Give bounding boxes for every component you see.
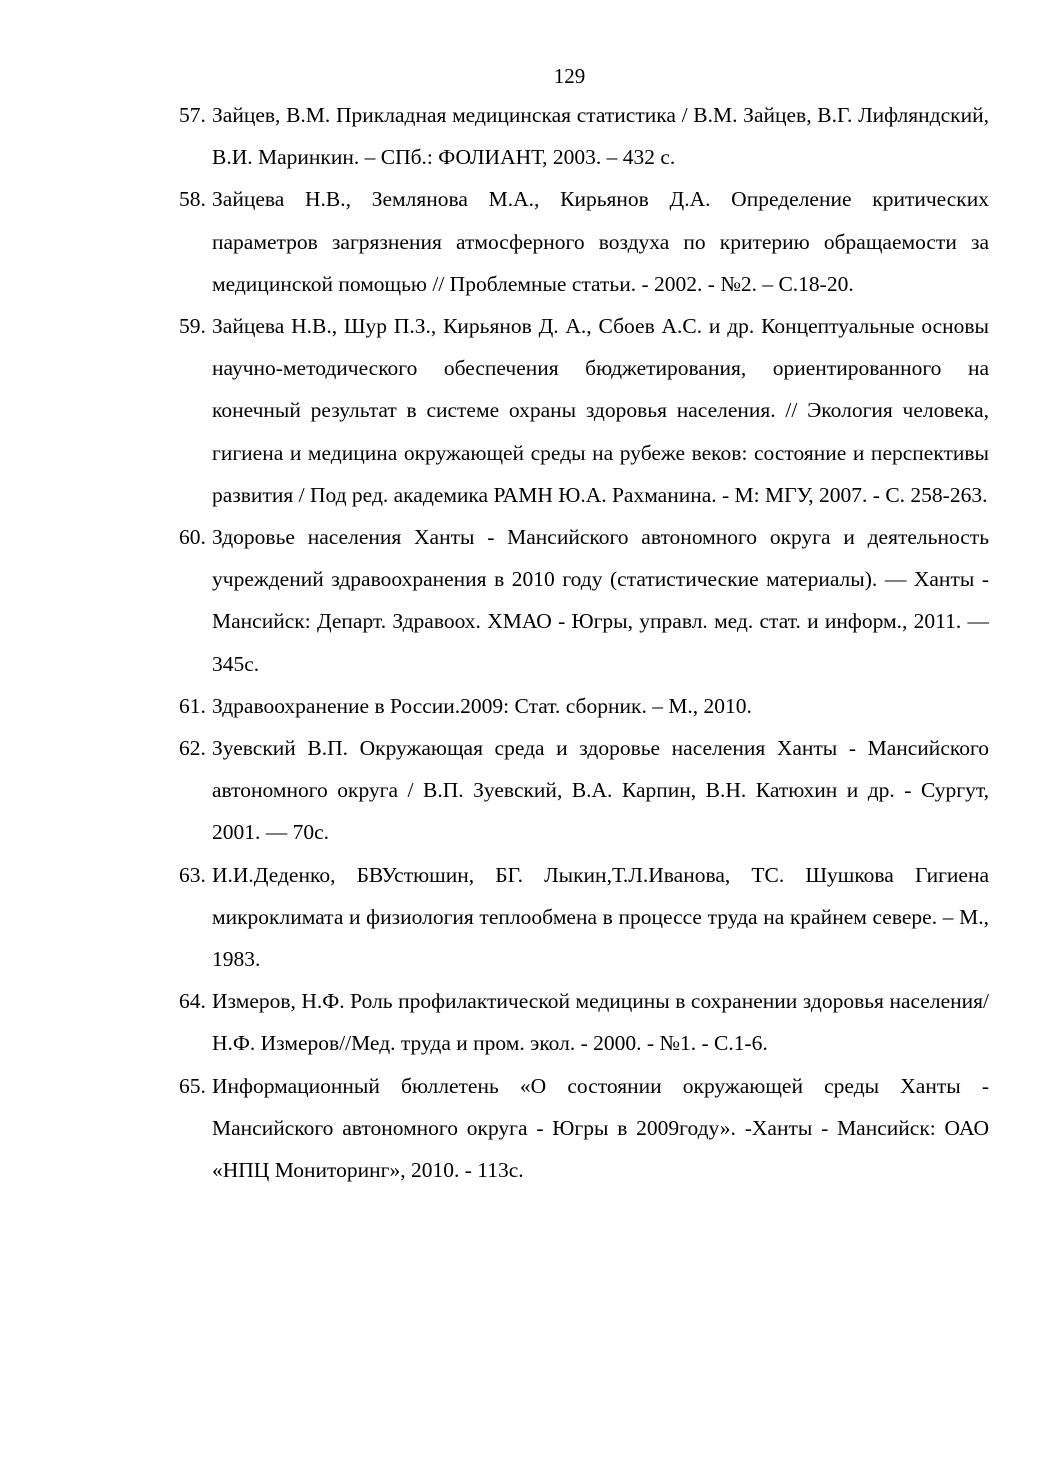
reference-text: Зайцев, В.М. Прикладная медицинская статистика / В.М. Зайцев, В.Г. Лифляндский, В.И. Маринкин. – СПб.: ФОЛИАНТ, 2003. – 432 с.: [212, 103, 989, 170]
reference-text: Зайцева Н.В., Землянова М.А., Кирьянов Д.А. Определение критических параметров загрязнения атмосферного воздуха по критерию обращаемости за медицинской помощью // Проблемные статьи. - 2002. - №2. – С.18-20.: [212, 187, 989, 296]
reference-item-59: [179, 305, 989, 516]
reference-list: [0, 94, 1039, 1191]
reference-item-63: [179, 854, 989, 981]
reference-number: 65.: [179, 1073, 206, 1098]
reference-text: Здравоохранение в России.2009: Стат. сборник. – М., 2010.: [212, 693, 752, 718]
reference-text: Измеров, Н.Ф. Роль профилактической медицины в сохранении здоровья населения/ Н.Ф. Измеров//Мед. труда и пром. экол. - 2000. - №1. - С.1-6.: [212, 989, 989, 1056]
reference-item-62: [179, 727, 989, 854]
reference-number: 58.: [179, 187, 206, 212]
reference-text: Здоровье населения Ханты - Мансийского автономного округа и деятельность учреждений здравоохранения в 2010 году (статистические материалы). — Ханты - Мансийск: Департ. Здравоох. ХМАО - Югры, управл. мед. стат. и информ., 2011. — 345с.: [212, 525, 989, 676]
reference-item-65: [179, 1065, 989, 1192]
page-number: 129: [553, 64, 586, 88]
reference-item-61: [179, 685, 989, 727]
reference-number: 59.: [179, 314, 206, 339]
reference-number: 57.: [179, 103, 206, 127]
reference-text: И.И.Деденко, БВУстюшин, БГ. Лыкин,Т.Л.Иванова, ТС. Шушкова Гигиена микроклимата и физиология теплообмена в процессе труда на крайнем севере. – М., 1983.: [212, 862, 989, 972]
reference-number: 62.: [179, 736, 206, 761]
reference-number: 60.: [179, 525, 206, 550]
reference-number: 63.: [179, 862, 206, 887]
reference-text: Информационный бюллетень «О состоянии окружающей среды Ханты - Мансийского автономного округа - Югры в 2009году». -Ханты - Мансийск: ОАО «НПЦ Мониторинг», 2010. - 113с.: [212, 1073, 989, 1183]
reference-item-57: [179, 94, 989, 178]
reference-item-58: [179, 178, 989, 305]
reference-item-60: [179, 516, 989, 685]
reference-text: Зайцева Н.В., Шур П.З., Кирьянов Д. А., Сбоев А.С. и др. Концептуальные основы научно-методического обеспечения бюджетирования, ориентированного на конечный результат в системе охраны здоровья населения. // Экология человека, гигиена и медицина окружающей среды на рубеже веков: состояние и перспективы развития / Под ред. академика РАМН Ю.А. Рахманина. - М: МГУ, 2007. - С. 258-263.: [212, 314, 989, 507]
reference-number: 64.: [179, 989, 206, 1014]
reference-item-64: [179, 980, 989, 1064]
reference-text: Зуевский В.П. Окружающая среда и здоровье населения Ханты - Мансийского автономного округа / В.П. Зуевский, В.А. Карпин, В.Н. Катюхин и др. - Сургут, 2001. — 70с.: [212, 736, 989, 845]
reference-number: 61.: [179, 693, 206, 718]
